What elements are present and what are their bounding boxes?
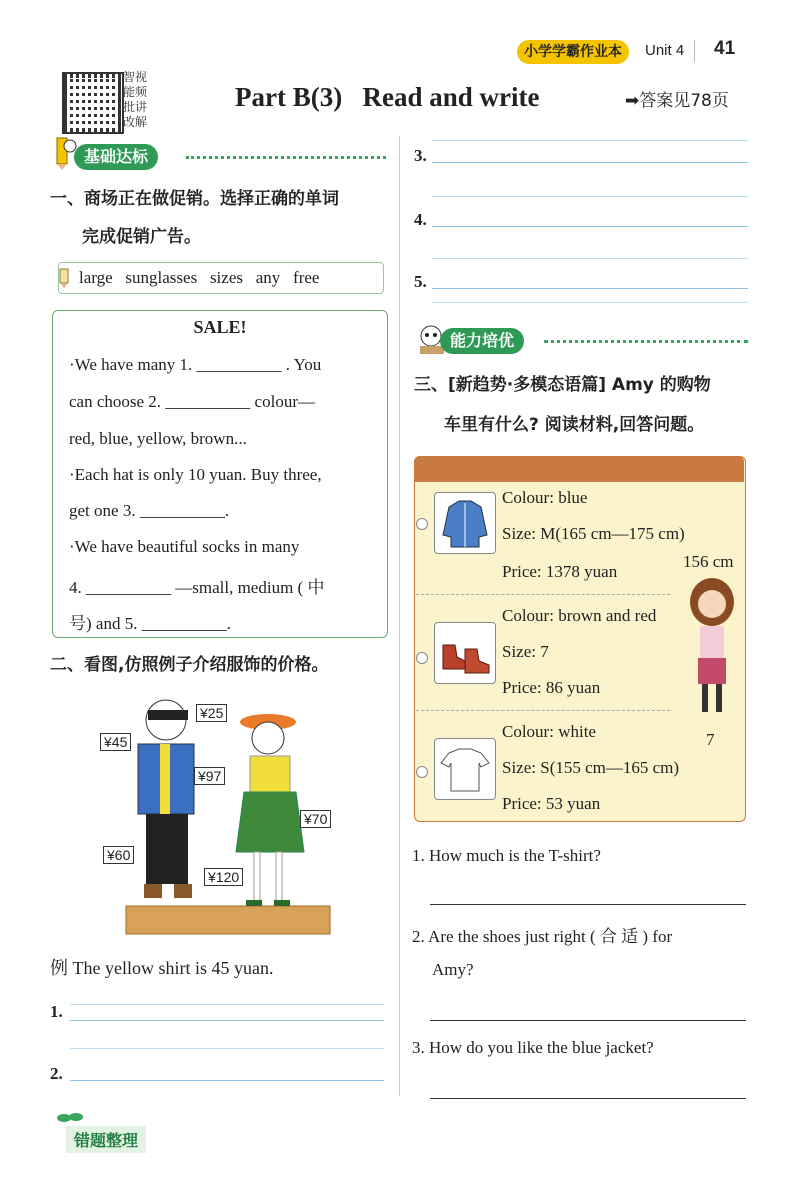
column-divider xyxy=(399,136,400,1096)
jacket-icon xyxy=(434,492,496,554)
card-ring xyxy=(416,766,428,778)
q1-prompt: 一、商场正在做促销。选择正确的单词 xyxy=(50,189,339,209)
card-ring xyxy=(416,652,428,664)
q1-prompt-cont: 完成促销广告。 xyxy=(82,227,201,247)
answer-label-2: 2. xyxy=(50,1064,63,1083)
sale-line-1: ·We have many 1. __________ . You xyxy=(69,355,322,374)
question-2-cont: Amy? xyxy=(432,960,474,979)
answer-label-4: 4. xyxy=(414,210,427,229)
guide-line xyxy=(432,258,748,259)
q2-prompt: 二、看图,仿照例子介绍服饰的价格。 xyxy=(50,655,329,675)
sale-line-2: can choose 2. __________ colour— xyxy=(69,392,315,411)
sale-ad-box xyxy=(52,310,388,638)
sale-line-6: ·We have beautiful socks in many xyxy=(69,537,300,556)
price-tag-pants: ¥60 xyxy=(103,846,134,864)
leaf-icon xyxy=(56,1110,84,1126)
answer-line-4[interactable] xyxy=(432,226,748,227)
answer-reference: ➡答案见78页 xyxy=(625,91,729,111)
amy-figure xyxy=(684,574,740,724)
item-separator xyxy=(416,710,670,711)
answer-line-1[interactable] xyxy=(70,1020,384,1021)
item1-colour: Colour: blue xyxy=(502,488,588,507)
answer-line-3[interactable] xyxy=(432,162,748,163)
shoes-icon xyxy=(434,622,496,684)
unit-label: Unit 4 xyxy=(645,42,685,59)
item1-size: Size: M(165 cm—175 cm) xyxy=(502,524,685,543)
guide-line xyxy=(432,196,748,197)
item-separator xyxy=(416,594,670,595)
q3-prompt-cont: 车里有什么? 阅读材料,回答问题。 xyxy=(444,415,705,435)
qr-code-icon[interactable] xyxy=(62,72,124,134)
item2-price: Price: 86 yuan xyxy=(502,678,601,697)
price-tag-sunglasses: ¥25 xyxy=(196,704,227,722)
item3-colour: Colour: white xyxy=(502,722,596,741)
item3-price: Price: 53 yuan xyxy=(502,794,601,813)
price-tag-shirt: ¥45 xyxy=(100,733,131,751)
sale-line-4: ·Each hat is only 10 yuan. Buy three, xyxy=(69,465,322,484)
price-tag-shoes: ¥120 xyxy=(204,868,243,886)
price-tag-dress: ¥70 xyxy=(300,810,331,828)
amy-shoe-size: 7 xyxy=(706,730,715,749)
question-3: 3. How do you like the blue jacket? xyxy=(412,1038,654,1057)
tshirt-icon xyxy=(434,738,496,800)
badge-dotted-line xyxy=(544,340,748,343)
section-badge-basic: 基础达标 xyxy=(74,144,158,170)
page-number: 41 xyxy=(714,38,736,59)
answer-label-3: 3. xyxy=(414,146,427,165)
guide-line xyxy=(70,1004,384,1005)
pencil-icon xyxy=(57,267,71,289)
page-title: Part B(3) Read and write xyxy=(235,82,540,112)
answer-line-5[interactable] xyxy=(432,288,748,289)
item1-price: Price: 1378 yuan xyxy=(502,562,618,581)
answer-line-2[interactable] xyxy=(70,1080,384,1081)
sale-line-5: get one 3. __________. xyxy=(69,501,230,520)
section-badge-ability: 能力培优 xyxy=(440,328,524,354)
question-1: 1. How much is the T-shirt? xyxy=(412,846,601,865)
guide-line xyxy=(432,140,748,141)
sale-line-3: red, blue, yellow, brown... xyxy=(69,429,247,448)
price-tag-jacket: ¥97 xyxy=(194,767,225,785)
item3-size: Size: S(155 cm—165 cm) xyxy=(502,758,680,777)
error-review-tag: 错题整理 xyxy=(66,1126,146,1153)
card-ring xyxy=(416,518,428,530)
word-bank xyxy=(58,262,384,294)
answer-line-q3[interactable] xyxy=(430,1098,746,1099)
brand-badge: 小学学霸作业本 xyxy=(517,40,629,64)
amy-height-label: 156 cm xyxy=(683,552,734,571)
answer-line-q1[interactable] xyxy=(430,904,746,905)
guide-line xyxy=(432,302,748,303)
word-bank-text: large sunglasses sizes any free xyxy=(79,268,320,287)
answer-label-5: 5. xyxy=(414,272,427,291)
item2-colour: Colour: brown and red xyxy=(502,606,657,625)
q3-prompt: 三、[新趋势·多模态语篇] Amy 的购物 xyxy=(414,375,711,395)
guide-line xyxy=(70,1048,384,1049)
badge-dotted-line xyxy=(186,156,386,159)
item2-size: Size: 7 xyxy=(502,642,549,661)
sale-title: SALE! xyxy=(193,317,247,337)
qr-caption: 智视能频批讲改解 xyxy=(123,70,148,129)
answer-label-1: 1. xyxy=(50,1002,63,1021)
card-header-bar xyxy=(414,456,744,482)
question-2: 2. Are the shoes just right ( 合 适 ) for xyxy=(412,927,673,946)
header-separator xyxy=(694,40,695,62)
sale-line-7: 4. __________ —small, medium ( 中 xyxy=(69,578,325,597)
sale-line-8: 号) and 5. __________. xyxy=(69,614,231,633)
example-sentence: 例 The yellow shirt is 45 yuan. xyxy=(50,958,274,978)
answer-line-q2[interactable] xyxy=(430,1020,746,1021)
